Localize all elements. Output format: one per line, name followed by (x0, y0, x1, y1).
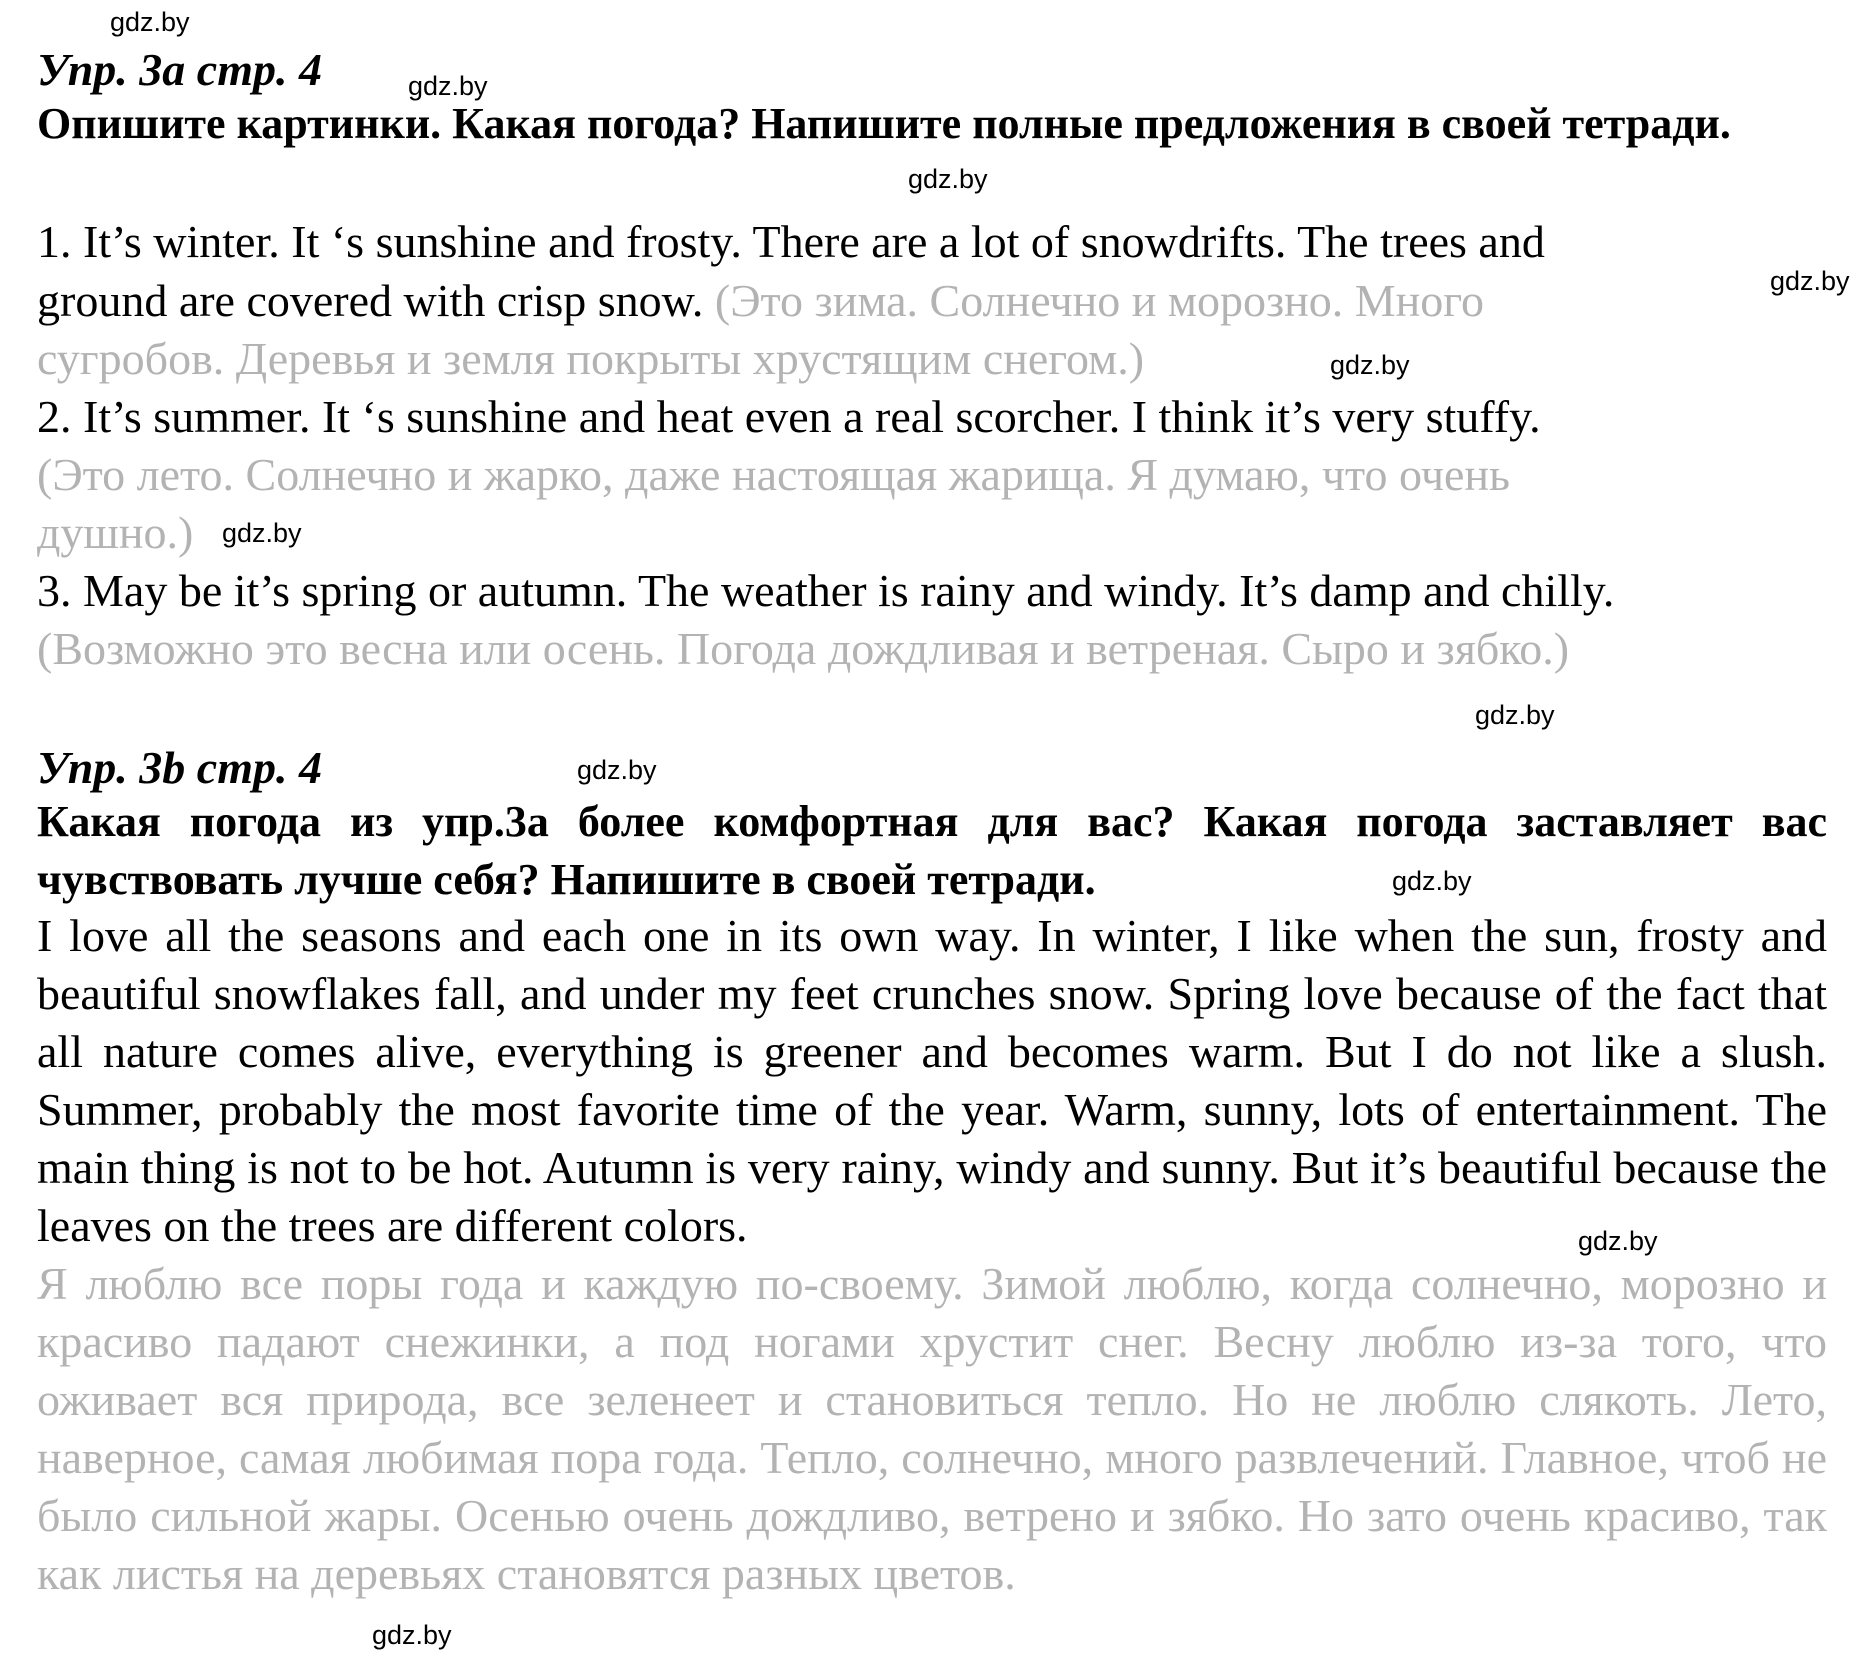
answer-1-line-b (37, 275, 1484, 326)
answer-2-ru-line-a: (Это лето. Солнечно и жарко, даже настоящая жарища. Я думаю, что очень (37, 449, 1510, 500)
watermark: gdz.by (408, 71, 488, 101)
watermark: gdz.by (1475, 700, 1555, 730)
watermark: gdz.by (1330, 350, 1410, 380)
watermark: gdz.by (577, 755, 657, 785)
watermark: gdz.by (1392, 866, 1472, 896)
answer-3b-en: I love all the seasons and each one in its own way. In winter, I like when the sun, frosty and beautiful snowflakes fall, and under my feet crunches snow. Spring love because of the fact that all nature comes alive, everything is greener and becomes warm. But I do not like a slush. Summer, probably the most favorite time of the year. Warm, sunny, lots of entertainment. The main thing is not to be hot. Autumn is very rainy, windy and sunny. But it’s beautiful because the leaves on the trees are different colors. (37, 910, 1827, 1251)
exercise-3a-task: Опишите картинки. Какая погода? Напишите полные предложения в своей тетради. (37, 99, 1731, 148)
watermark: gdz.by (1770, 266, 1850, 296)
answer-2-ru-line-b: душно.) (37, 507, 194, 558)
watermark: gdz.by (222, 518, 302, 548)
exercise-3a-heading: Упр. 3а стр. 4 (37, 44, 323, 95)
answer-1-en-line-b: ground are covered with crisp snow. (37, 275, 704, 326)
watermark: gdz.by (110, 7, 190, 37)
answer-1-ru-line-a: (Это зима. Солнечно и морозно. Много (714, 275, 1484, 326)
answer-3-ru: (Возможно это весна или осень. Погода дождливая и ветреная. Сыро и зябко.) (37, 623, 1570, 674)
watermark: gdz.by (908, 164, 988, 194)
answer-3-en: 3. May be it’s spring or autumn. The weather is rainy and windy. It’s damp and chilly. (37, 565, 1615, 616)
answer-1-ru-line-b: сугробов. Деревья и земля покрыты хрустящим снегом.) (37, 333, 1145, 384)
watermark: gdz.by (1578, 1226, 1658, 1256)
exercise-3b-task: Какая погода из упр.3а более комфортная для вас? Какая погода заставляет вас чувствовать лучше себя? Напишите в своей тетради. (37, 797, 1827, 904)
watermark: gdz.by (372, 1620, 452, 1650)
answer-2-en: 2. It’s summer. It ‘s sunshine and heat even a real scorcher. I think it’s very stuffy. (37, 391, 1541, 442)
answer-1-en-line-a: 1. It’s winter. It ‘s sunshine and frosty. There are a lot of snowdrifts. The trees and (37, 216, 1545, 267)
answer-3b-ru: Я люблю все поры года и каждую по-своему. Зимой люблю, когда солнечно, морозно и красиво падают снежинки, а под ногами хрустит снег. Весну люблю из-за того, что оживает вся природа, все зеленеет и становиться тепло. Но не люблю слякоть. Лето, наверное, самая любимая пора года. Тепло, солнечно, много развлечений. Главное, чтоб не было сильной жары. Осенью очень дождливо, ветрено и зябко. Но зато очень красиво, так как листья на деревьях становятся разных цветов. (37, 1258, 1827, 1599)
exercise-3b-heading: Упр. 3b стр. 4 (37, 742, 323, 793)
